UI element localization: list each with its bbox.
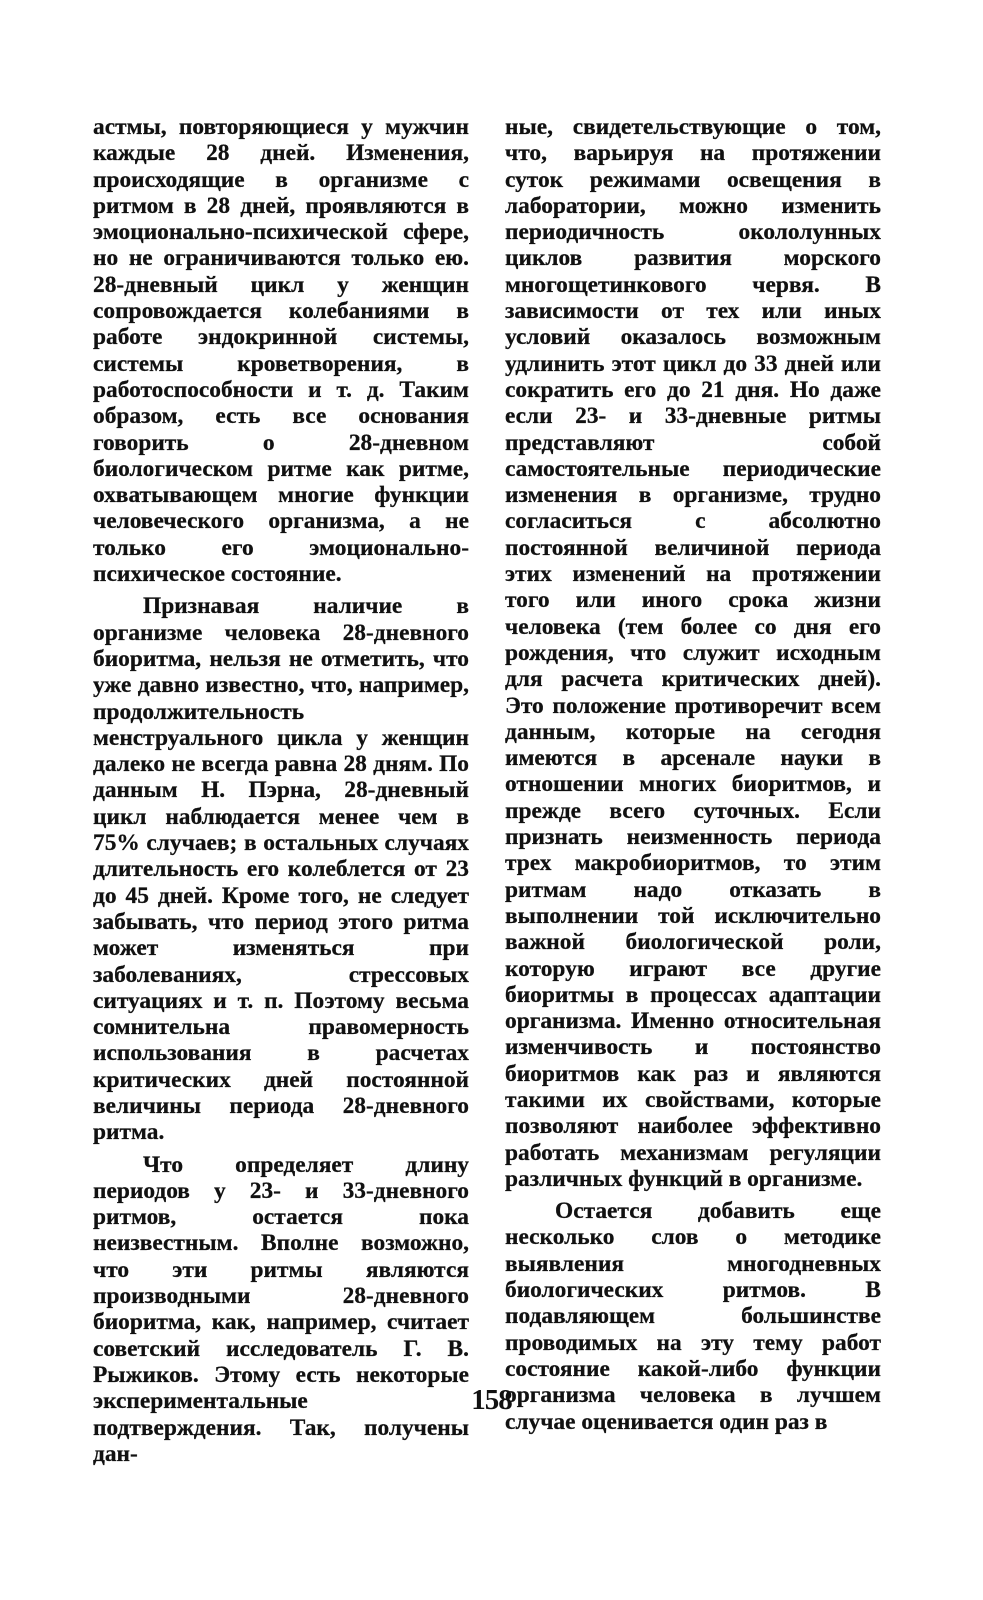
left-text-column	[93, 114, 469, 1467]
paragraph: Остается добавить еще несколько слов о методике выявления многодневных биологических ритмов. В подавляющем большинстве проводимых на эту тему работ состояние какой-либо функции организма человека в лучшем случае оценивается один раз в	[505, 1198, 881, 1435]
right-text-column	[505, 114, 881, 1435]
paragraph: Что определяет длину периодов у 23- и 33-дневного ритмов, остается пока неизвестным. Вполне возможно, что эти ритмы являются производными 28-дневного биоритма, как, например, считает советский исследователь Г. В. Рыжиков. Этому есть некоторые экспериментальные подтверждения. Так, получены дан-	[93, 1151, 469, 1467]
paragraph: ные, свидетельствующие о том, что, варьируя на протяжении суток режимами освещения в лаборатории, можно изменить периодичность окололунных циклов развития морского многощетинкового червя. В зависимости от тех или иных условий оказалось возможным удлинить этот цикл до 33 дней или сократить его до 21 дня. Но даже если 23- и 33-дневные ритмы представляют собой самостоятельные периодические изменения в организме, трудно согласиться с абсолютно постоянной величиной периода этих изменений на протяжении того или иного срока жизни человека (тем более со дня его рождения, что служит исходным для расчета критических дней). Это положение противоречит всем данным, которые на сегодня имеются в арсенале науки в отношении многих биоритмов, и прежде всего суточных. Если признать неизменность периода трех макробиоритмов, то этим ритмам надо отказать в выполнении той исключительно важной биологической роли, которую играют все другие биоритмы в процессах адаптации организма. Именно относительная изменчивость и постоянство биоритмов как раз и являются такими их свойствами, которые позволяют наиболее эффективно работать механизмам регуляции различных функций в организме.	[505, 114, 881, 1192]
paragraph: Признавая наличие в организме человека 28-дневного биоритма, нельзя не отметить, что уже давно известно, что, например, продолжительность менструального цикла у женщин далеко не всегда равна 28 дням. По данным Н. Пэрна, 28-дневный цикл наблюдается менее чем в 75% случаев; в остальных случаях длительность его колеблется от 23 до 45 дней. Кроме того, не следует забывать, что период этого ритма может изменяться при заболеваниях, стрессовых ситуациях и т. п. Поэтому весьма сомнительна правомерность использования в расчетах критических дней постоянной величины периода 28-дневного ритма.	[93, 593, 469, 1146]
paragraph: астмы, повторяющиеся у мужчин каждые 28 дней. Изменения, происходящие в организме с ритмом в 28 дней, проявляются в эмоционально-психической сфере, но не ограничиваются только ею. 28-дневный цикл у женщин сопровождается колебаниями в работе эндокринной системы, системы кроветворения, в работоспособности и т. д. Таким образом, есть все основания говорить о 28-дневном биологическом ритме как ритме, охватывающем многие функции человеческого организма, а не только его эмоционально-психическое состояние.	[93, 114, 469, 588]
page-number: 158	[471, 1384, 512, 1416]
